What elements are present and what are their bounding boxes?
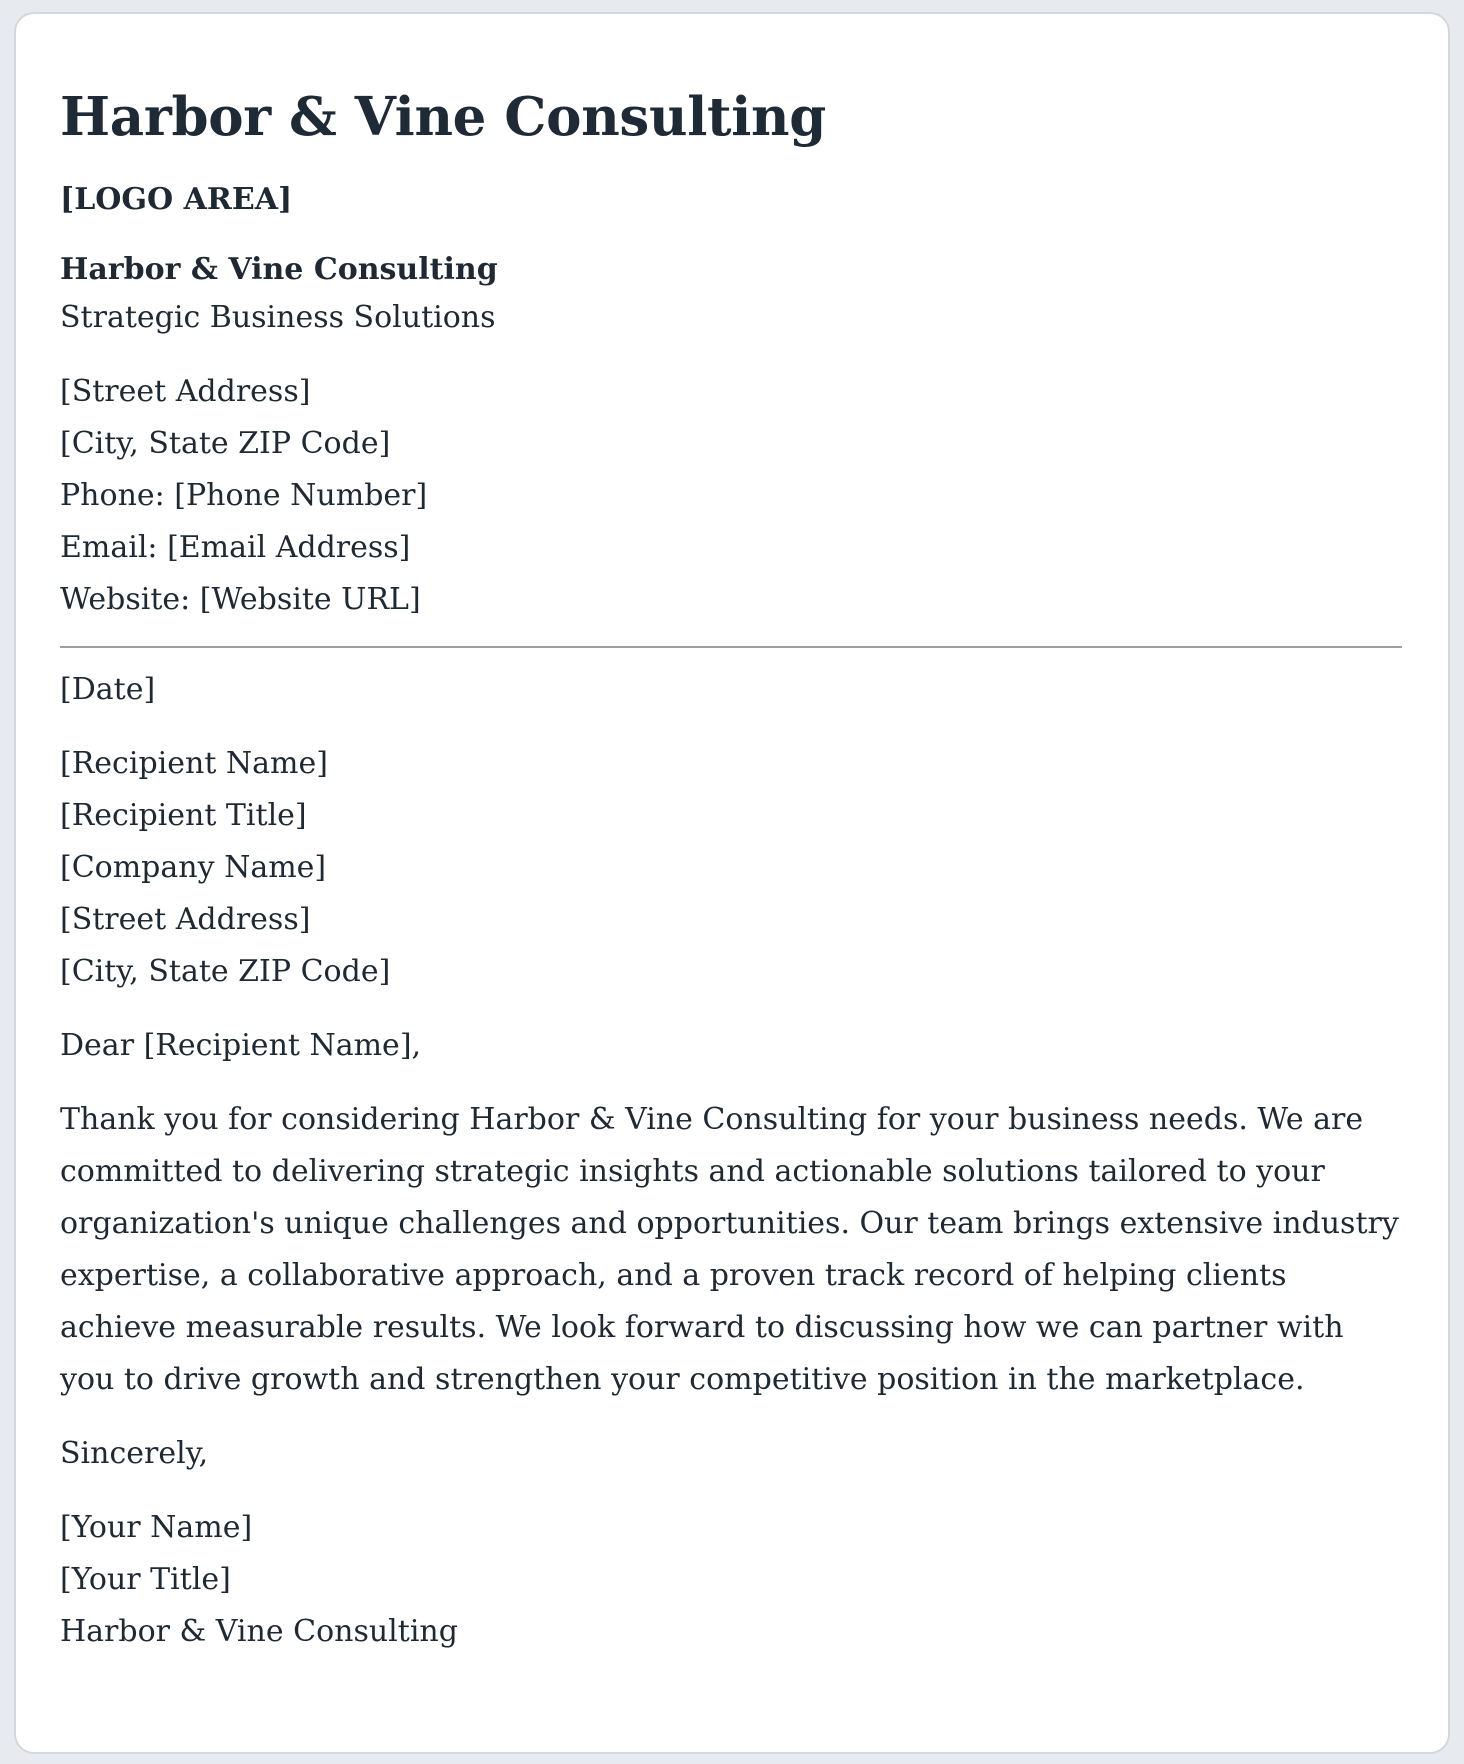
- recipient-company: [Company Name]: [60, 850, 327, 886]
- sender-website: Website: [Website URL]: [60, 582, 421, 618]
- signature-block: [60, 1502, 1402, 1658]
- logo-placeholder: [LOGO AREA]: [60, 182, 293, 218]
- recipient-city-state-zip: [City, State ZIP Code]: [60, 954, 391, 990]
- company-name: Harbor & Vine Consulting: [60, 252, 498, 288]
- letter-date: [Date]: [60, 672, 156, 708]
- company-tagline: Strategic Business Solutions: [60, 300, 496, 336]
- letterhead-divider: [60, 646, 1402, 648]
- sender-email: Email: [Email Address]: [60, 530, 411, 566]
- closing: Sincerely,: [60, 1436, 209, 1472]
- signer-company: Harbor & Vine Consulting: [60, 1614, 458, 1650]
- page-title: Harbor & Vine Consulting: [60, 86, 827, 148]
- salutation: Dear [Recipient Name],: [60, 1028, 422, 1064]
- letter-body: Thank you for considering Harbor & Vine Consulting for your business needs. We are committed to delivering strategic insights and actionable solutions tailored to your organization's unique challenges and opportunities. Our team brings extensive industry expertise, a collaborative approach, and a proven track record of helping clients achieve measurable results. We look forward to discussing how we can partner with you to drive growth and strengthen your competitive position in the marketplace.: [60, 1102, 1399, 1398]
- recipient-title: [Recipient Title]: [60, 798, 307, 834]
- recipient-address-block: [60, 738, 1402, 998]
- recipient-street: [Street Address]: [60, 902, 311, 938]
- sender-street: [Street Address]: [60, 374, 311, 410]
- sender-phone: Phone: [Phone Number]: [60, 478, 428, 514]
- letter-page: [14, 12, 1450, 1754]
- recipient-name: [Recipient Name]: [60, 746, 328, 782]
- signer-name: [Your Name]: [60, 1510, 253, 1546]
- sender-city-state-zip: [City, State ZIP Code]: [60, 426, 391, 462]
- sender-address-block: [60, 366, 1402, 626]
- signer-title: [Your Title]: [60, 1562, 231, 1598]
